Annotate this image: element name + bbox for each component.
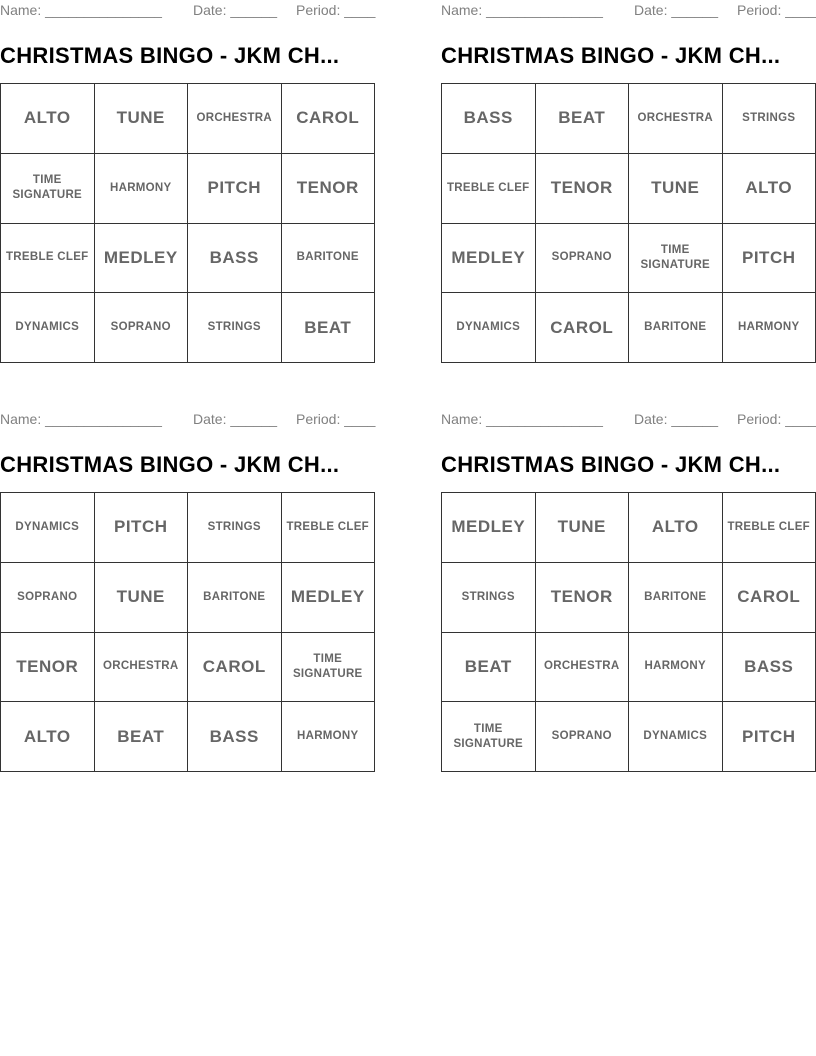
period-field: Period: ____ [737,411,816,427]
date-field: Date: ______ [634,2,719,18]
bingo-cell: TREBLE CLEF [442,154,536,224]
bingo-cell: BASS [723,633,816,703]
name-field: Name: _______________ [441,411,603,427]
period-field: Period: ____ [296,2,376,18]
bingo-cell: TIME SIGNATURE [1,154,95,224]
bingo-cell: PITCH [188,154,282,224]
bingo-cell: STRINGS [188,493,282,563]
bingo-cell: TENOR [536,563,630,633]
name-field: Name: _______________ [0,2,162,18]
bingo-cell: PITCH [95,493,189,563]
bingo-grid [441,83,816,363]
bingo-cell: BEAT [536,84,630,154]
card-header [0,409,375,431]
bingo-cell: ALTO [723,154,816,224]
bingo-cell: ORCHESTRA [188,84,282,154]
period-field: Period: ____ [737,2,816,18]
card-title: CHRISTMAS BINGO - JKM CH... [441,43,781,68]
bingo-cell: CAROL [188,633,282,703]
period-field: Period: ____ [296,411,376,427]
bingo-cell: PITCH [723,224,816,294]
card-header [0,0,375,22]
bingo-cell: ALTO [1,702,95,772]
bingo-grid [441,492,816,772]
bingo-cell: TIME SIGNATURE [629,224,723,294]
bingo-grid [0,492,375,772]
date-field: Date: ______ [193,2,278,18]
card-header [441,409,816,431]
bingo-cell: SOPRANO [536,224,630,294]
bingo-cell: HARMONY [629,633,723,703]
bingo-cell: TUNE [95,84,189,154]
card-title: CHRISTMAS BINGO - JKM CH... [441,452,781,477]
card-title: CHRISTMAS BINGO - JKM CH... [0,452,340,477]
bingo-cell: ORCHESTRA [95,633,189,703]
bingo-cell: TREBLE CLEF [282,493,376,563]
bingo-cell: TIME SIGNATURE [282,633,376,703]
bingo-cell: DYNAMICS [629,702,723,772]
bingo-cell: BARITONE [188,563,282,633]
bingo-cell: CAROL [723,563,816,633]
bingo-cell: BEAT [282,293,376,363]
bingo-cell: MEDLEY [282,563,376,633]
bingo-grid [0,83,375,363]
bingo-cell: BARITONE [282,224,376,294]
bingo-cell: TENOR [282,154,376,224]
bingo-cell: TENOR [1,633,95,703]
bingo-cell: ORCHESTRA [629,84,723,154]
name-field: Name: _______________ [441,2,603,18]
bingo-cell: MEDLEY [442,493,536,563]
bingo-cell: SOPRANO [536,702,630,772]
bingo-cell: DYNAMICS [1,493,95,563]
bingo-cell: PITCH [723,702,816,772]
bingo-cell: BASS [188,702,282,772]
bingo-cell: TIME SIGNATURE [442,702,536,772]
bingo-cell: BEAT [95,702,189,772]
date-field: Date: ______ [193,411,278,427]
bingo-cell: MEDLEY [95,224,189,294]
bingo-cell: TUNE [629,154,723,224]
bingo-cell: STRINGS [442,563,536,633]
bingo-cell: SOPRANO [95,293,189,363]
bingo-cell: CAROL [282,84,376,154]
bingo-cell: DYNAMICS [442,293,536,363]
bingo-cell: STRINGS [723,84,816,154]
date-field: Date: ______ [634,411,719,427]
card-title: CHRISTMAS BINGO - JKM CH... [0,43,340,68]
bingo-cell: BASS [442,84,536,154]
bingo-cell: BARITONE [629,563,723,633]
bingo-cell: BARITONE [629,293,723,363]
bingo-cell: TENOR [536,154,630,224]
bingo-cell: TUNE [536,493,630,563]
bingo-cell: ALTO [629,493,723,563]
bingo-cell: TREBLE CLEF [1,224,95,294]
bingo-cell: TUNE [95,563,189,633]
name-field: Name: _______________ [0,411,162,427]
bingo-cell: ALTO [1,84,95,154]
bingo-cell: MEDLEY [442,224,536,294]
bingo-cell: ORCHESTRA [536,633,630,703]
bingo-cell: STRINGS [188,293,282,363]
bingo-cell: CAROL [536,293,630,363]
bingo-cell: BEAT [442,633,536,703]
bingo-cell: DYNAMICS [1,293,95,363]
bingo-cell: SOPRANO [1,563,95,633]
bingo-cell: HARMONY [723,293,816,363]
bingo-cell: HARMONY [282,702,376,772]
bingo-cell: TREBLE CLEF [723,493,816,563]
bingo-cell: BASS [188,224,282,294]
card-header [441,0,816,22]
bingo-cell: HARMONY [95,154,189,224]
